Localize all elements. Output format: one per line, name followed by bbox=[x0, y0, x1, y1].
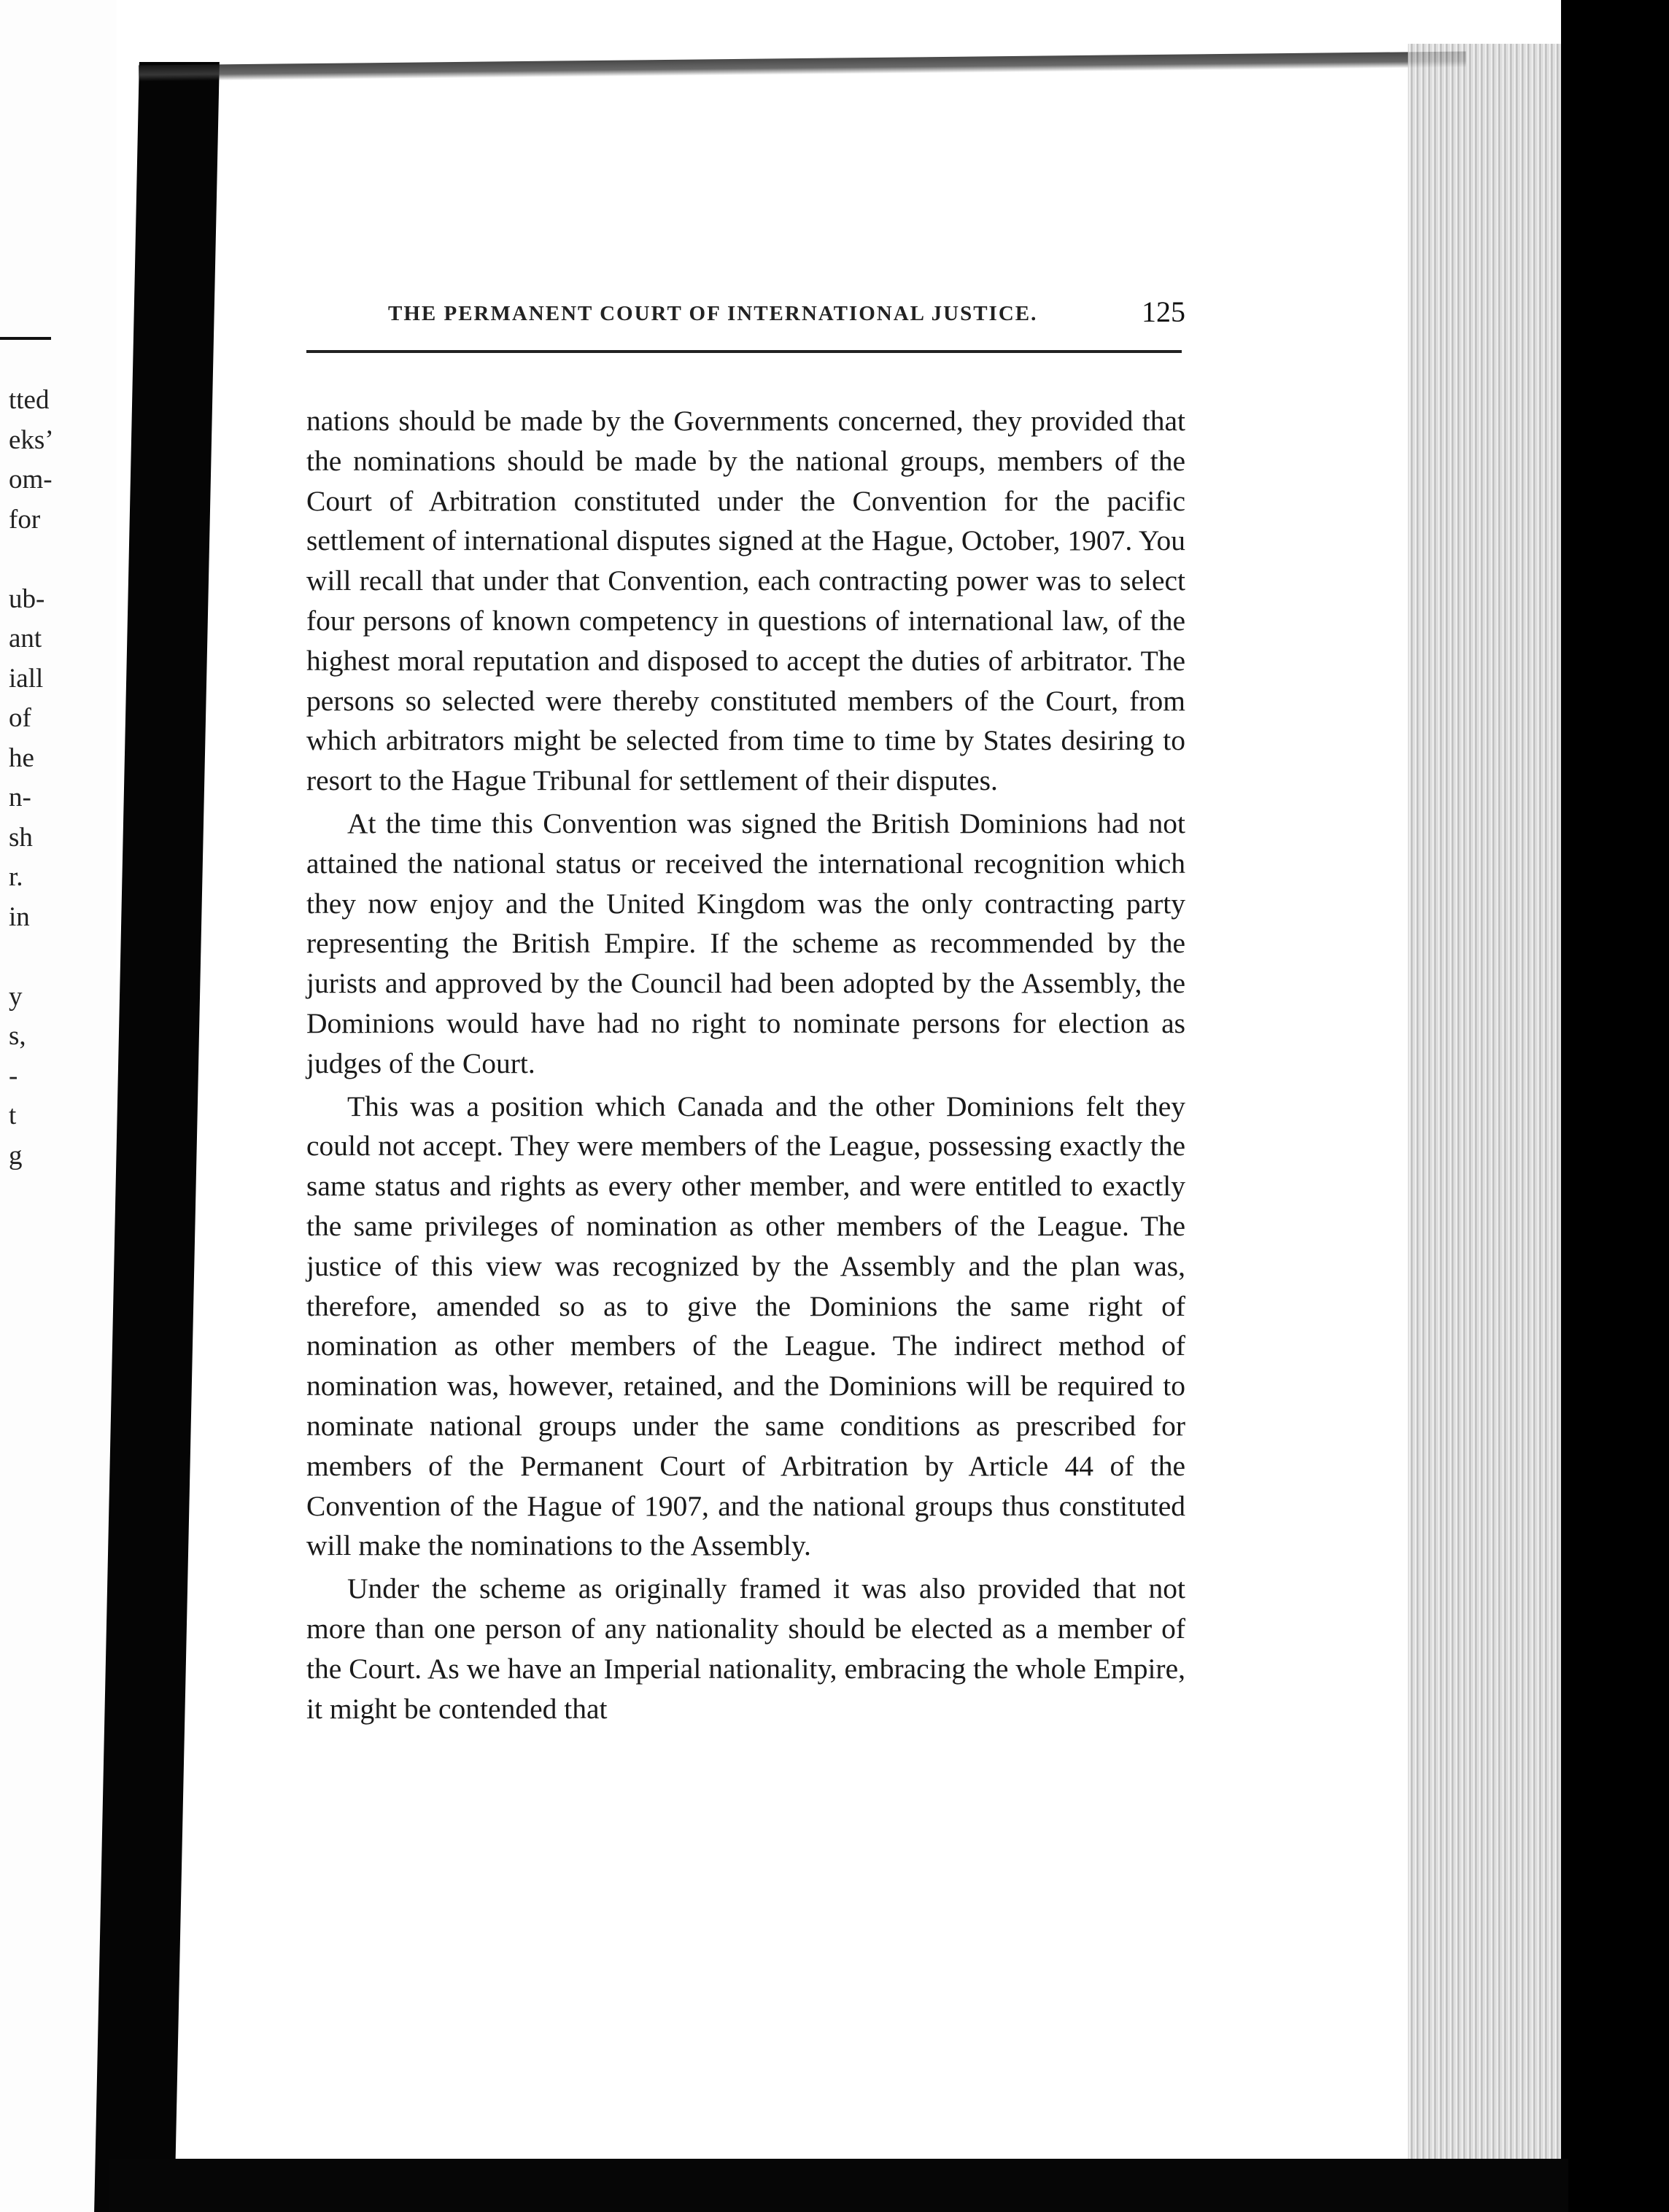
left-fragment: y bbox=[9, 981, 23, 1012]
paragraph: At the time this Convention was signed the British Dominions had not attained the national status or received the international recognition which they now enjoy and the United Kingdom was the only contracting party representing the British Empire. If the scheme as recommended by the jurists and approved by the Council had been adopted by the Assembly, the Dominions would have had no right to nominate persons for election as judges of the Court. bbox=[306, 807, 1185, 1079]
page-number: 125 bbox=[1142, 295, 1185, 328]
left-fragment: of bbox=[9, 703, 31, 733]
left-fragment: - bbox=[9, 1060, 18, 1091]
left-fragment: om- bbox=[9, 465, 53, 494]
left-fragment: tted bbox=[9, 385, 50, 415]
scan-border-bottom bbox=[109, 2159, 1568, 2212]
paragraph: Under the scheme as originally framed it was also provided that not more than one person of any nationality should be elected as a member of the Court. As we have an Imperial nationality, embracing the whole Empire, it might be contended that bbox=[306, 1572, 1185, 1725]
left-fragment bbox=[9, 540, 118, 580]
left-fragment: sh bbox=[9, 822, 33, 853]
left-fragment: ant bbox=[9, 624, 42, 653]
header-rule bbox=[306, 350, 1182, 353]
page-stack-edge bbox=[1408, 44, 1561, 2212]
left-fragment: g bbox=[9, 1140, 23, 1171]
left-page-fragments bbox=[9, 381, 118, 1176]
left-fragment: n- bbox=[9, 783, 31, 812]
left-fragment: for bbox=[9, 504, 41, 535]
left-page-rule bbox=[0, 337, 51, 340]
left-fragment: in bbox=[9, 901, 30, 932]
body-text bbox=[306, 401, 1185, 1728]
running-head bbox=[306, 295, 1185, 343]
left-fragment: iall bbox=[9, 663, 44, 694]
left-fragment: t bbox=[9, 1101, 17, 1130]
scan-border-right bbox=[1561, 0, 1669, 2212]
paragraph: This was a position which Canada and the other Dominions felt they could not accept. They were members of the League, possessing exactly the same status and rights as every other member, and were entitled to exactly the same privileges of nomination as other members of the League. The justice of this view was recognized by the Assembly and the plan was, therefore, amended so as to give the Dominions the same right of nomination as other members of the League. The indirect method of nomination was, however, retained, and the Dominions will be required to nominate national groups under the same conditions as prescribed for members of the Permanent Court of Arbitration by Article 44 of the Convention of the Hague of 1907, and the national groups thus constituted will make the nominations to the Assembly. bbox=[306, 1090, 1185, 1562]
left-fragment: eks’ bbox=[9, 424, 54, 455]
left-fragment: r. bbox=[9, 862, 23, 892]
left-fragment: ub- bbox=[9, 583, 45, 614]
running-head-title: THE PERMANENT COURT OF INTERNATIONAL JUSTICE. bbox=[388, 302, 1038, 325]
left-fragment: s, bbox=[9, 1021, 26, 1051]
left-fragment: he bbox=[9, 742, 34, 773]
book-page bbox=[306, 295, 1185, 1728]
paragraph: nations should be made by the Governments concerned, they provided that the nominations should be made by the national groups, members of the Court of Arbitration constituted under the Convention for the pacific settlement of international disputes signed at the Hague, October, 1907. You will recall that under that Convention, each contracting power was to select four persons of known competency in questions of international law, of the highest moral reputation and disposed to accept the duties of arbitrator. The persons so selected were thereby constituted members of the Court, from which arbitrators might be selected from time to time by States desiring to resort to the Hague Tribunal for settlement of their disputes. bbox=[306, 405, 1185, 797]
left-fragment bbox=[9, 937, 118, 977]
page-top-edge bbox=[139, 51, 1466, 81]
